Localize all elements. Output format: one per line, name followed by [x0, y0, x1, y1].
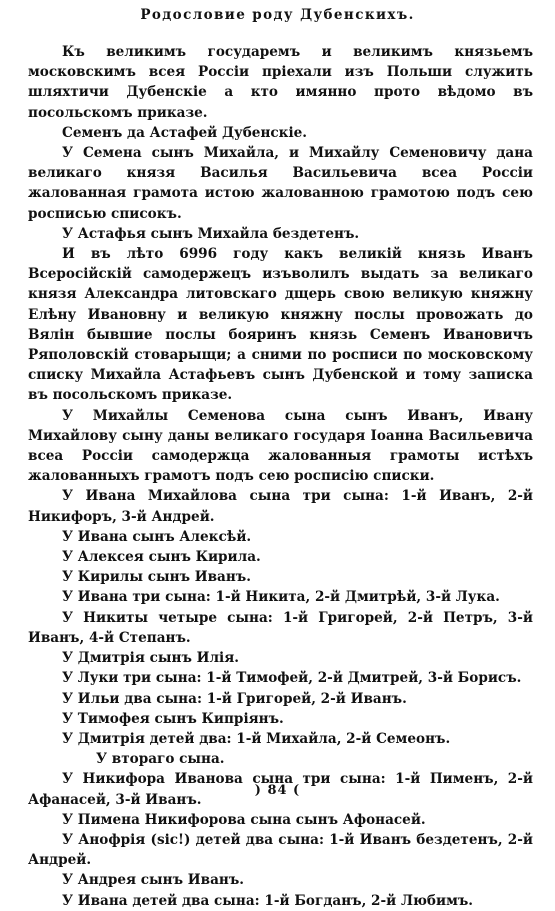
page-number: ) 84 ( — [254, 783, 301, 798]
paragraph: У Ильи два сына: 1-й Григорей, 2-й Иванъ. — [62, 690, 407, 707]
page-title: Родословие роду Дубенскихъ. — [140, 7, 415, 23]
paragraph: У Дмитрія сынъ Илія. — [62, 650, 239, 667]
paragraph: Къ великимъ государемъ и великимъ князьемъ московскимъ всея Россіи пріехали изъ Польши служить шляхтичи Дубенскіе а кто имянно прото вѣдомо въ посольскомъ приказе. — [28, 44, 533, 121]
paragraph: У Андрея сынъ Иванъ. — [62, 872, 244, 889]
paragraph: У Ивана детей два сына: 1-й Богданъ, 2-й Любимъ. — [62, 892, 474, 909]
paragraph: У Луки три сына: 1-й Тимофей, 2-й Дмитрей, 3-й Борисъ. — [62, 670, 522, 687]
body-text — [28, 42, 533, 911]
paragraph: У Ивана Михайлова сына три сына: 1-й Иванъ, 2-й Никифоръ, 3-й Андрей. — [28, 488, 533, 525]
paragraph: И въ лѣто 6996 году какъ великій князь Иванъ Всеросійскій самодержецъ изъволилъ выдать за великаго князя Александра литовскаго дщерь свою великую княжну Елѣну Ивановну и великую княжну послы провожать до Вялін бывшие послы бояринъ князь Семенъ Ивановичъ Ряполовскій стоварыщи; а сними по росписи по московскому списку Михайла Астафьевъ сынъ Дубенской и тому записка въ посольскомъ приказе. — [28, 246, 533, 404]
paragraph: У Никифора Иванова сына три сына: 1-й Пименъ, 2-й Афанасей, 3-й Иванъ. — [28, 771, 533, 808]
paragraph: У Дмитрія детей два: 1-й Михайла, 2-й Семеонъ. — [62, 730, 451, 747]
paragraph: У Никиты четыре сына: 1-й Григорей, 2-й Петръ, 3-й Иванъ, 4-й Степанъ. — [28, 609, 533, 646]
paragraph: У Астафья сынъ Михайла бездетенъ. — [62, 225, 360, 242]
paragraph: У Тимофея сынъ Кипріянъ. — [62, 710, 284, 727]
paragraph: У Кирилы сынъ Иванъ. — [62, 569, 251, 586]
paragraph: У Ивана сынъ Алексѣй. — [62, 528, 252, 545]
paragraph: У Семена сынъ Михайла, и Михайлу Семеновичу дана великаго князя Василья Васильевича всеа Россіи жалованная грамота истою жалованною грамотою подъ сею росписью списокъ. — [28, 145, 533, 222]
paragraph: Семенъ да Астафей Дубенскіе. — [62, 124, 308, 141]
subheading: У втораго сына. — [96, 751, 225, 768]
paragraph: У Ивана три сына: 1-й Никита, 2-й Дмитрѣй, 3-й Лука. — [62, 589, 500, 606]
paragraph: У Анофрія (sic!) детей два сына: 1-й Иванъ бездетенъ, 2-й Андрей. — [28, 831, 533, 869]
paragraph: У Пимена Никифорова сына сынъ Афонасей. — [62, 811, 426, 828]
paragraph: У Алексея сынъ Кирила. — [62, 549, 261, 566]
paragraph: У Михайлы Семенова сына сынъ Иванъ, Ивану Михайлову сыну даны великаго государя Іоанна Васильевича всеа Россіи самодержца жалованныя грамоты истѣхъ жалованныхъ грамотъ подъ сею росписію списки. — [28, 407, 533, 485]
